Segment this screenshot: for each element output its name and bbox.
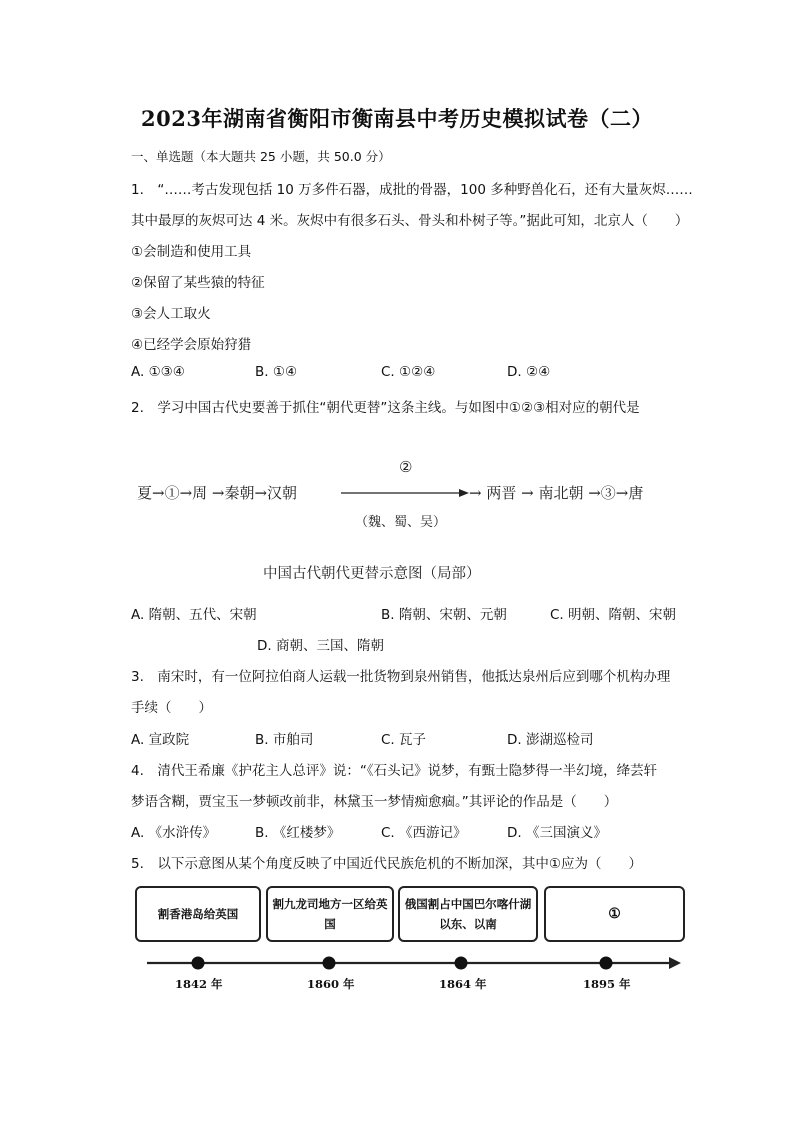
- q2-option-a[interactable]: A. 隋朝、五代、宋朝: [131, 607, 257, 623]
- section-heading: 一、单选题（本大题共 25 小题，共 50.0 分）: [131, 149, 391, 164]
- long-arrow-head: [459, 489, 469, 497]
- q3-option-c[interactable]: C. 瓦子: [381, 732, 427, 748]
- q4-option-a[interactable]: A. 《水浒传》: [131, 825, 217, 841]
- q1-item-4: ④已经学会原始狩猎: [131, 337, 252, 353]
- q1-option-c[interactable]: C. ①②④: [381, 364, 436, 380]
- timeline-box-1864: 俄国割占中国巴尔喀什湖以东、以南: [398, 886, 538, 942]
- marker-2: ②: [399, 458, 413, 476]
- q1-item-2: ②保留了某些猿的特征: [131, 275, 265, 291]
- chain-left-text: 夏→①→周 →秦朝→汉朝: [137, 484, 298, 502]
- timeline-year-1895: 1895 年: [583, 977, 631, 991]
- timeline-year-1860: 1860 年: [307, 977, 355, 991]
- dynasty-diagram: [131, 450, 691, 590]
- timeline-dot-1864: [455, 957, 468, 970]
- q4-stem-line1: 4. 清代王希廉《护花主人总评》说：“《石头记》说梦，有甄士隐梦得一半幻境，绛芸轩: [131, 763, 658, 779]
- q1-option-b[interactable]: B. ①④: [255, 364, 298, 380]
- q2-stem: 2. 学习中国古代史要善于抓住“朝代更替”这条主线。与如图中①②③相对应的朝代是: [131, 400, 640, 416]
- page-title: 2023年湖南省衡阳市衡南县中考历史模拟试卷（二）: [141, 106, 653, 131]
- timeline-dot-1842: [192, 957, 205, 970]
- q1-stem-line1: 1. “……考古发现包括 10 万多件石器，成批的骨器，100 多种野兽化石，还有大量灰烬……: [131, 182, 693, 198]
- chain-right-text: → 两晋 → 南北朝 →③→唐: [469, 484, 644, 502]
- timeline-diagram: [131, 882, 691, 1002]
- timeline-box-1895: ①: [544, 886, 685, 942]
- q2-option-d[interactable]: D. 商朝、三国、隋朝: [257, 638, 384, 654]
- q1-item-3: ③会人工取火: [131, 306, 211, 322]
- timeline-arrow-head: [669, 957, 681, 969]
- q2-option-b[interactable]: B. 隋朝、宋朝、元朝: [381, 607, 507, 623]
- q1-option-d[interactable]: D. ②④: [507, 364, 551, 380]
- q3-stem-line1: 3. 南宋时，有一位阿拉伯商人运载一批货物到泉州销售，他抵达泉州后应到哪个机构办理: [131, 669, 671, 685]
- q1-stem-line2: 其中最厚的灰烬可达 4 米。灰烬中有很多石头、骨头和朴树子等。”据此可知，北京人（ ）: [131, 213, 689, 229]
- q3-option-d[interactable]: D. 澎湖巡检司: [507, 732, 594, 748]
- q3-stem-line2: 手续（ ）: [131, 700, 212, 716]
- q1-item-1: ①会制造和使用工具: [131, 244, 252, 260]
- q4-option-b[interactable]: B. 《红楼梦》: [255, 825, 341, 841]
- under-text: （魏、蜀、吴）: [355, 515, 447, 530]
- diagram-caption: 中国古代朝代更替示意图（局部）: [263, 566, 481, 582]
- q4-option-c[interactable]: C. 《西游记》: [381, 825, 467, 841]
- q3-option-b[interactable]: B. 市舶司: [255, 732, 314, 748]
- timeline-year-1842: 1842 年: [175, 977, 223, 991]
- timeline-dot-1860: [323, 957, 336, 970]
- timeline-box-1860: 割九龙司地方一区给英国: [266, 886, 394, 942]
- timeline-box-1842: 割香港岛给英国: [135, 886, 261, 942]
- q5-stem: 5. 以下示意图从某个角度反映了中国近代民族危机的不断加深，其中①应为（ ）: [131, 856, 642, 872]
- q3-option-a[interactable]: A. 宣政院: [131, 732, 190, 748]
- q4-stem-line2: 梦语含糊，贾宝玉一梦顿改前非，林黛玉一梦情痴愈痼。”其评论的作品是（ ）: [131, 794, 618, 810]
- timeline-dot-1895: [600, 957, 613, 970]
- timeline-year-1864: 1864 年: [439, 977, 487, 991]
- q2-option-c[interactable]: C. 明朝、隋朝、宋朝: [550, 607, 677, 623]
- q1-option-a[interactable]: A. ①③④: [131, 364, 185, 380]
- q4-option-d[interactable]: D. 《三国演义》: [507, 825, 607, 841]
